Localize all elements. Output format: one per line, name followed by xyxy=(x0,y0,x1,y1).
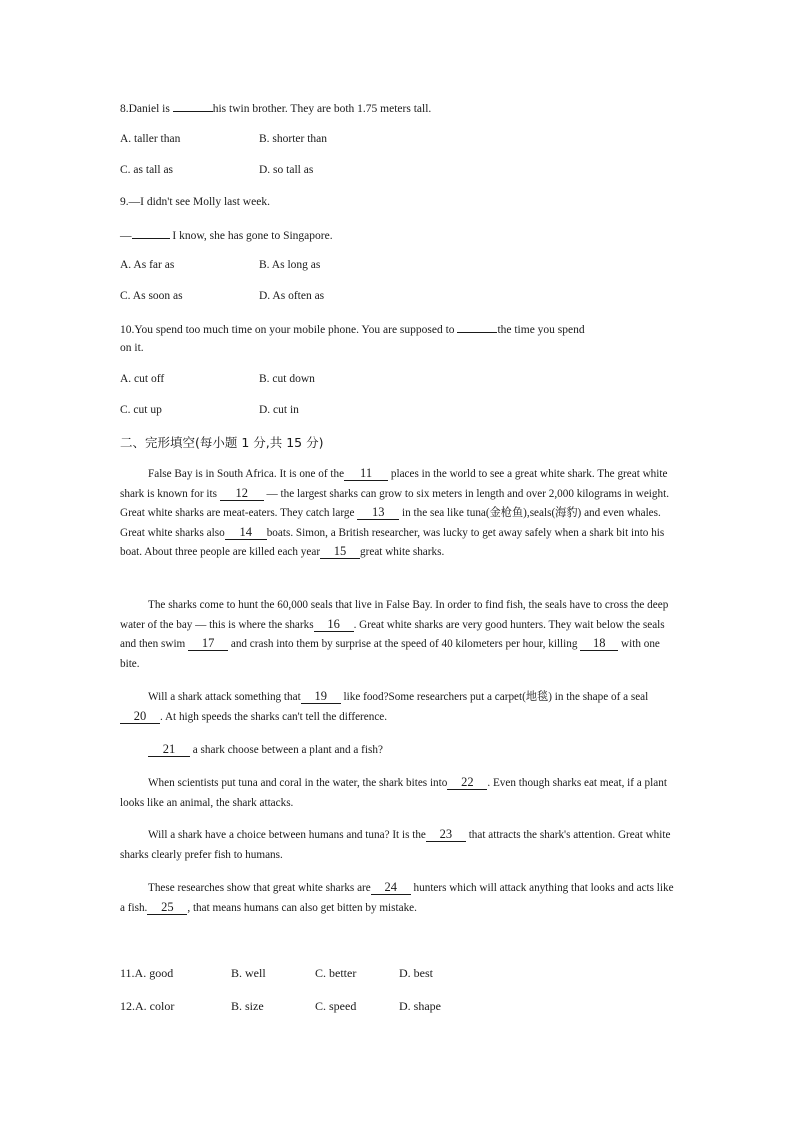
passage-text: in the sea like tuna(金枪鱼),seals(海豹) and even whales. Great white sharks also xyxy=(120,507,661,539)
passage-text: . Even though sharks eat meat, if a plant looks like an animal, the shark attacks. xyxy=(120,777,667,809)
choice-12-b: B. size xyxy=(231,999,264,1013)
passage-paragraph-7 xyxy=(120,879,675,918)
passage-text: a shark choose between a plant and a fish? xyxy=(190,744,383,756)
choice-11-a: 11.A. good xyxy=(120,966,174,980)
passage-paragraph-6 xyxy=(120,826,675,865)
choice-11-b: B. well xyxy=(231,966,266,980)
question-8-option-a: A. taller than xyxy=(120,133,181,145)
blank-18: 18 xyxy=(580,637,618,651)
blank-14: 14 xyxy=(225,526,267,540)
question-8-stem-end: his twin brother. They are both 1.75 meters tall. xyxy=(212,103,432,115)
question-9-blank xyxy=(132,227,170,239)
question-8-option-d: D. so tall as xyxy=(259,164,314,176)
question-9-option-b: B. As long as xyxy=(259,259,321,271)
blank-15: 15 xyxy=(320,545,360,559)
passage-paragraph-1 xyxy=(120,465,675,563)
blank-20: 20 xyxy=(120,710,160,724)
question-9-option-c: C. As soon as xyxy=(120,290,183,302)
blank-21: 21 xyxy=(148,743,190,757)
question-10-option-d: D. cut in xyxy=(259,404,299,416)
passage-paragraph-5 xyxy=(120,774,675,813)
passage-text: When scientists put tuna and coral in the water, the shark bites into xyxy=(148,777,448,789)
question-10-stem xyxy=(120,321,680,337)
blank-25: 25 xyxy=(147,901,187,915)
passage-text: . At high speeds the sharks can't tell the difference. xyxy=(160,710,388,723)
passage-text: False Bay is in South Africa. It is one of the xyxy=(148,468,345,480)
passage-text: boats. Simon, a British researcher, was lucky to get away safely when a shark bit into his boat. About three people are killed each year xyxy=(120,526,665,559)
blank-24: 24 xyxy=(371,881,411,895)
question-8-blank xyxy=(173,100,213,112)
passage-paragraph-3 xyxy=(120,688,675,727)
question-8-stem xyxy=(120,100,680,116)
blank-13: 13 xyxy=(357,506,399,520)
passage-text: with one bite. xyxy=(120,638,660,670)
blank-17: 17 xyxy=(188,637,228,651)
question-8-option-b: B. shorter than xyxy=(259,133,328,145)
passage-text: that attracts the shark's attention. Great white sharks clearly prefer fish to humans. xyxy=(120,829,671,861)
section-title: 二、完形填空(每小题 1 分,共 15 分) xyxy=(120,435,324,450)
passage-paragraph-4 xyxy=(120,741,675,761)
question-10-stem-start: 10.You spend too much time on your mobile phone. You are supposed to xyxy=(120,324,458,336)
passage-text: Will a shark attack something that xyxy=(148,691,301,703)
choice-12-d: D. shape xyxy=(399,999,441,1013)
passage-text: and crash into them by surprise at the speed of 40 kilometers per hour, killing xyxy=(228,638,581,651)
question-10-option-c: C. cut up xyxy=(120,404,162,416)
question-9-reply xyxy=(120,227,680,243)
choice-11-d: D. best xyxy=(399,966,433,980)
question-10-blank xyxy=(457,321,497,333)
passage-text: hunters which will attack anything that looks and acts like a fish. xyxy=(120,882,674,914)
question-10-stem-continued: on it. xyxy=(120,342,144,354)
passage-text: , that means humans can also get bitten by mistake. xyxy=(187,901,417,914)
passage-text: . Great white sharks are very good hunters. They wait below the seals and then swim xyxy=(120,618,665,651)
passage-paragraph-2 xyxy=(120,596,675,674)
question-9-option-d: D. As often as xyxy=(259,290,325,302)
blank-12: 12 xyxy=(220,487,264,501)
blank-16: 16 xyxy=(314,618,354,632)
question-8-stem-start: 8.Daniel is xyxy=(120,103,173,115)
choice-12-c: C. speed xyxy=(315,999,357,1013)
question-9-stem: 9.—I didn't see Molly last week. xyxy=(120,196,270,208)
choice-12-a: 12.A. color xyxy=(120,999,175,1013)
question-10-stem-end: the time you spend xyxy=(497,324,585,336)
question-9-reply-dash: — xyxy=(120,230,132,242)
blank-19: 19 xyxy=(301,690,341,704)
question-9-reply-text: I know, she has gone to Singapore. xyxy=(169,230,333,242)
choice-11-c: C. better xyxy=(315,966,357,980)
question-10-option-a: A. cut off xyxy=(120,373,165,385)
question-8-option-c: C. as tall as xyxy=(120,164,174,176)
passage-text: — the largest sharks can grow to six meters in length and over 2,000 kilograms in weight. Great white sharks are meat-eaters. They catch large xyxy=(120,487,670,520)
passage-text: like food?Some researchers put a carpet(地毯) in the shape of a seal xyxy=(340,691,649,703)
passage-text: great white sharks. xyxy=(360,546,445,559)
passage-text: These researches show that great white sharks are xyxy=(148,882,371,894)
blank-11: 11 xyxy=(344,467,388,481)
blank-23: 23 xyxy=(426,828,466,842)
passage-text: Will a shark have a choice between humans and tuna? It is the xyxy=(148,829,426,841)
passage-text: The sharks come to hunt the 60,000 seals that live in False Bay. In order to find fish, the seals have to cross the deep water of the bay — this is where the sharks xyxy=(120,599,669,631)
passage-text: places in the world to see a great white shark. The great white shark is known for its xyxy=(120,468,668,500)
blank-22: 22 xyxy=(447,776,487,790)
question-10-option-b: B. cut down xyxy=(259,373,315,385)
question-9-option-a: A. As far as xyxy=(120,259,175,271)
